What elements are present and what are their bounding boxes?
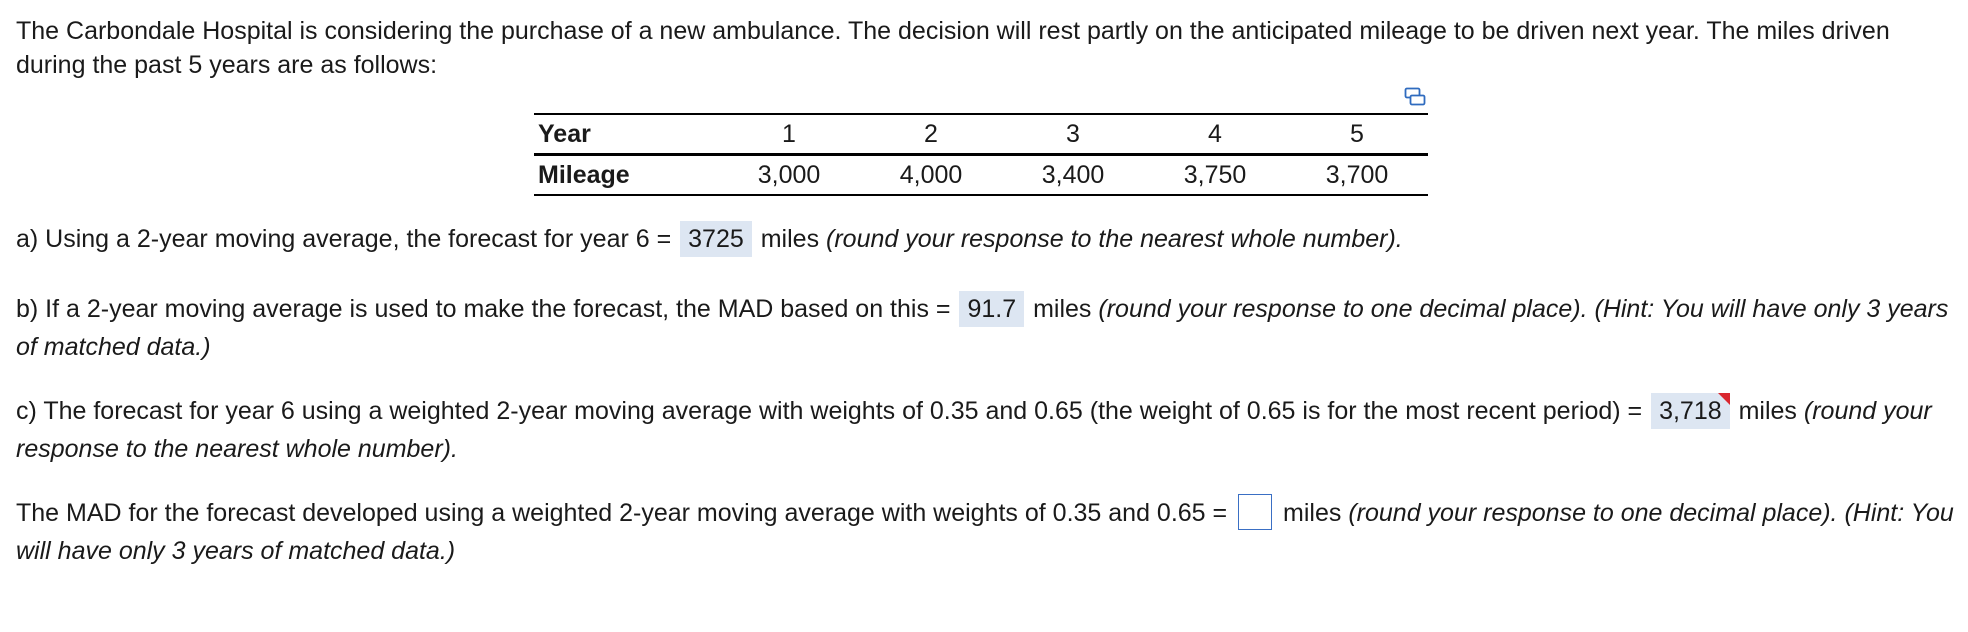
part-a-unit: miles bbox=[760, 225, 820, 253]
mileage-cell: 3,750 bbox=[1144, 155, 1286, 196]
part-b-answer[interactable]: 91.7 bbox=[959, 291, 1024, 327]
mileage-row bbox=[534, 155, 1428, 196]
year-cell: 1 bbox=[718, 114, 860, 155]
mileage-cell: 3,400 bbox=[1002, 155, 1144, 196]
year-row bbox=[534, 114, 1428, 155]
part-b-question bbox=[16, 290, 1956, 366]
part-c-text: c) The forecast for year 6 using a weighted 2-year moving average with weights of 0.35 and 0.65 (the weight of 0.65 is for the most recent period) = bbox=[16, 397, 1643, 425]
part-d-note: (round your response to one decimal place). (Hint: You will have only 3 years of matched data.) bbox=[16, 499, 1954, 566]
problem-intro: The Carbondale Hospital is considering the purchase of a new ambulance. The decision will rest partly on the anticipated mileage to be driven next year. The miles driven during the past 5 years are as follows: bbox=[16, 17, 1890, 79]
part-c-answer[interactable]: 3,718 bbox=[1651, 393, 1730, 429]
mileage-cell: 3,700 bbox=[1286, 155, 1428, 196]
part-b-note: (round your response to one decimal place). (Hint: You will have only 3 years of matched data.) bbox=[16, 295, 1949, 361]
part-c-note: (round your response to the nearest whole number). bbox=[16, 397, 1932, 463]
part-a-text: a) Using a 2-year moving average, the forecast for year 6 = bbox=[16, 225, 672, 253]
part-c-unit: miles bbox=[1738, 397, 1797, 425]
mileage-cell: 3,000 bbox=[718, 155, 860, 196]
part-a-answer[interactable]: 3725 bbox=[680, 221, 752, 257]
part-a-note: (round your response to the nearest whole number). bbox=[826, 225, 1403, 253]
part-b-unit: miles bbox=[1033, 295, 1092, 323]
mileage-table bbox=[534, 113, 1428, 196]
year-row-header: Year bbox=[534, 114, 718, 155]
copy-icon[interactable] bbox=[1404, 87, 1426, 107]
part-c-question bbox=[16, 392, 1956, 468]
year-cell: 5 bbox=[1286, 114, 1428, 155]
mad-weighted-input[interactable] bbox=[1238, 494, 1272, 530]
mileage-cell: 4,000 bbox=[860, 155, 1002, 196]
mileage-row-header: Mileage bbox=[534, 155, 718, 196]
part-d-unit: miles bbox=[1283, 499, 1342, 527]
year-cell: 4 bbox=[1144, 114, 1286, 155]
year-cell: 3 bbox=[1002, 114, 1144, 155]
year-cell: 2 bbox=[860, 114, 1002, 155]
part-d-question bbox=[16, 494, 1956, 570]
part-b-text: b) If a 2-year moving average is used to make the forecast, the MAD based on this = bbox=[16, 295, 951, 323]
part-a-question bbox=[16, 220, 1956, 258]
part-d-text: The MAD for the forecast developed using a weighted 2-year moving average with weights of 0.35 and 0.65 = bbox=[16, 499, 1228, 527]
